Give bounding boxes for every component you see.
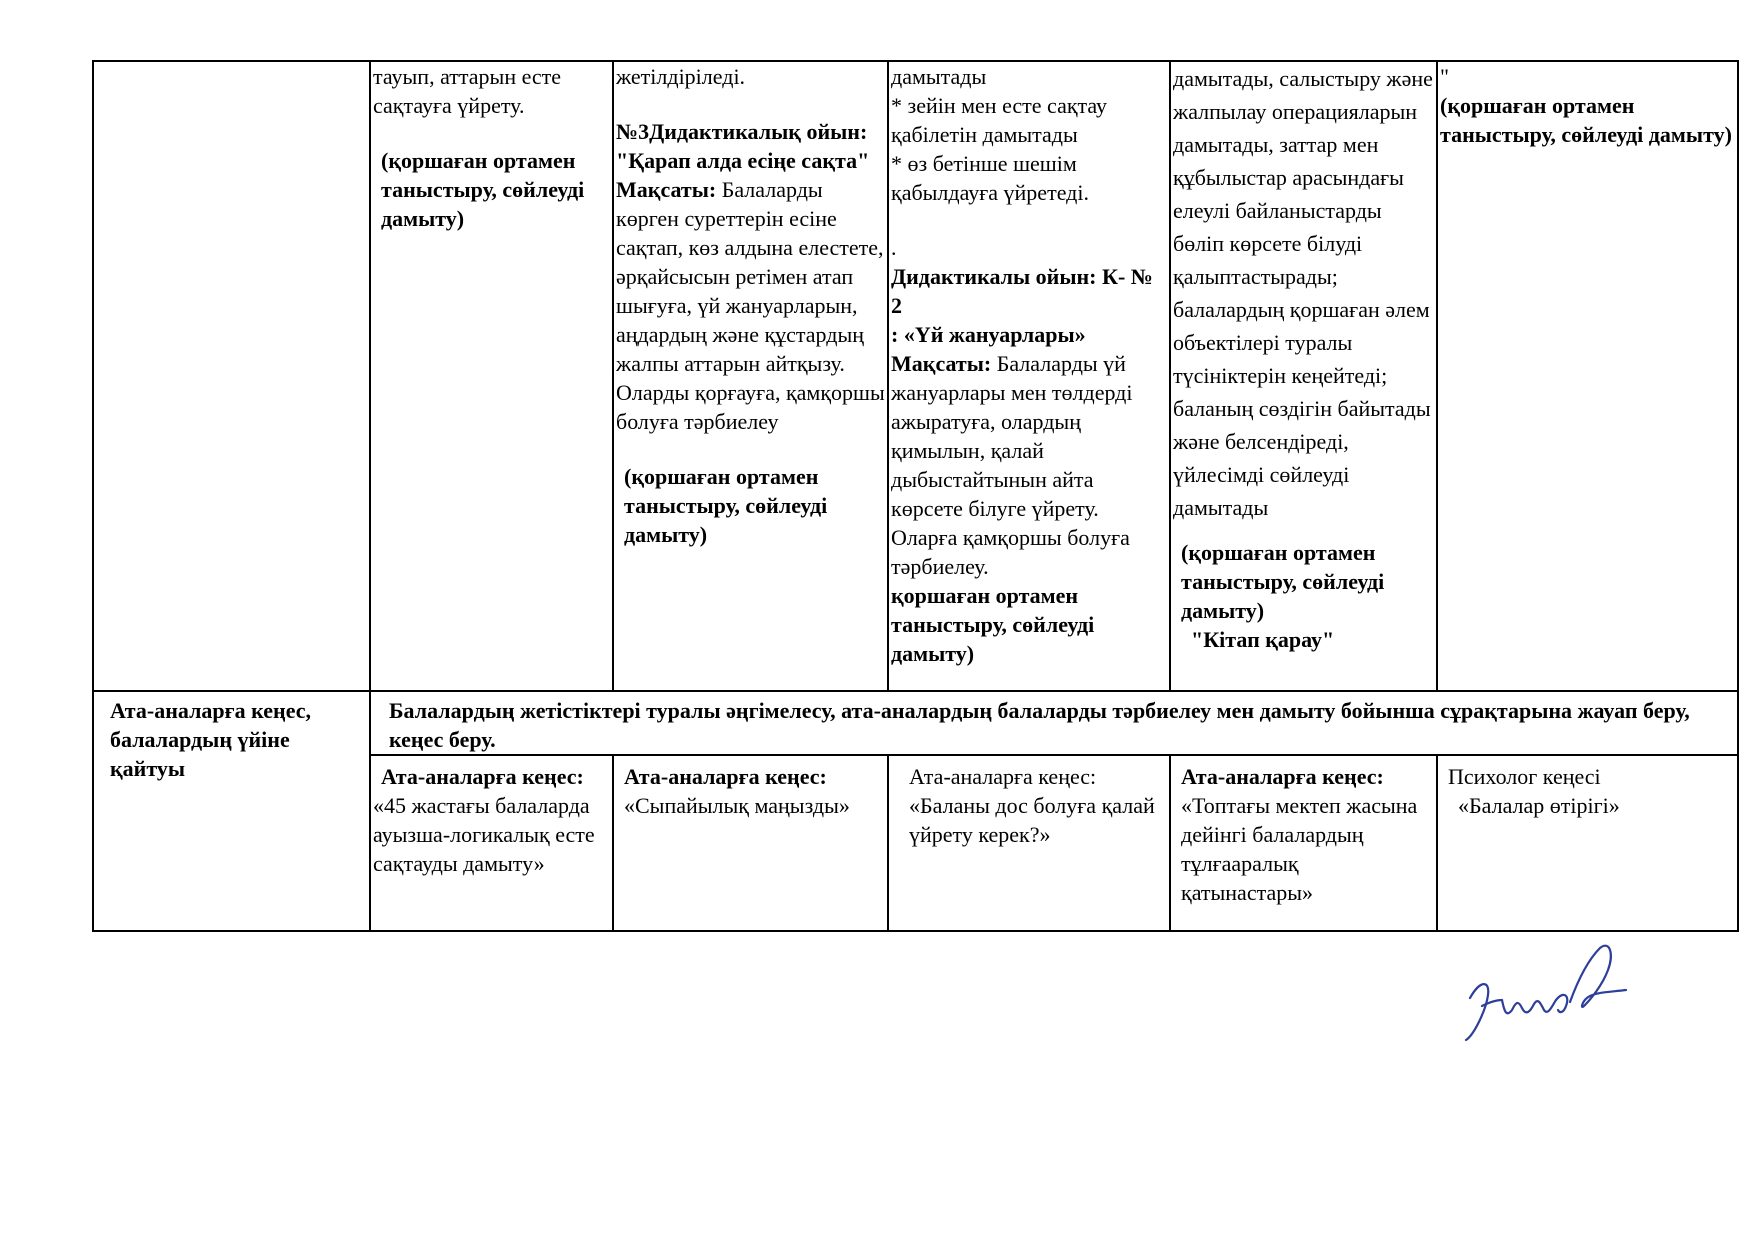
row-label-parents: Ата-аналарға кеңес, балалардың үйіне қайтуы [93,691,370,931]
topic-label: (қоршаған ортамен таныстыру, сөйлеуді дамыту) [1181,540,1385,623]
cell-col6 [1437,61,1738,691]
handwritten-signature [1460,940,1630,1050]
cell-text: * зейін мен есте сақтау қабілетін дамытады [891,93,1108,147]
book-reading-label: "Кітап қарау" [1191,627,1335,652]
cell-col5 [1170,61,1437,691]
goal-label: Мақсаты: [891,351,992,376]
game-title: №3Дидактикалық ойын: [616,119,868,144]
cell-text: жетілдіріледі. [616,64,746,89]
consult-text: Ата-аналарға кеңес: «Баланы дос болуға қалай үйрету керек?» [909,764,1155,847]
topic-label: (қоршаған ортамен таныстыру, сөйлеуді дамыту) [1440,93,1732,147]
goal-text: Балаларды үй жануарлары мен төлдерді ажыратуға, олардың қимылын, қалай дыбыстайтынын айта көрсете білуге үйрету. Оларға қамқоршы болуға тәрбиелеу. [891,351,1133,579]
goal-label: Мақсаты: [616,177,717,202]
topic-label: (қоршаған ортамен таныстыру, сөйлеуді дамыту) [381,148,585,231]
table-row [93,61,1738,691]
topic-label: қоршаған ортамен таныстыру, сөйлеуді дамыту) [891,583,1095,666]
cell-text: * өз бетінше шешім қабылдауға үйретеді. [891,151,1089,205]
consult-label: Психолог кеңесі [1448,764,1601,789]
topic-label: (қоршаған ортамен таныстыру, сөйлеуді дамыту) [624,464,828,547]
consult-cell-col3 [613,755,888,931]
consult-label: Ата-аналарға кеңес: [1181,764,1384,789]
consult-text: «45 жастағы балаларда ауызша-логикалық есте сақтауды дамыту» [373,793,595,876]
cell-text: дамытады, салыстыру және жалпылау операцияларын дамытады, заттар мен құбылыстар арасындағы елеулі байланыстарды бөліп көрсете білуді қалыптастырады; балалардың қоршаған әлем объектілері туралы түсініктерін кеңейтеді; баланың сөздігін байытады және белсендіреді, үйлесімді сөйлеуді дамытады [1173,66,1433,520]
cell-col4 [888,61,1170,691]
game-name: : «Үй жануарлары» [891,322,1086,347]
consult-text: «Сыпайылық маңызды» [624,793,850,818]
consult-label: Ата-аналарға кеңес: [624,764,827,789]
cell-text: дамытады [891,64,987,89]
cell-dot: . [891,235,897,260]
daily-plan-table [92,60,1739,932]
consult-text: «Балалар өтірігі» [1458,793,1620,818]
game-title: Дидактикалы ойын: К- № 2 [891,264,1153,318]
goal-text: Балаларды көрген суреттерін есіне сақтап, көз алдына елестете, әрқайсысын ретімен атап шығуға, үй жануарларын, аңдардың және құстардың жалпы аттарын айтқызу. Оларды қорғауға, қамқоршы болуға тәрбиелеу [616,177,885,434]
consult-cell-col5 [1170,755,1437,931]
advice-summary: Балалардың жетістіктері туралы әңгімелесу, ата-аналардың балаларды тәрбиелеу мен дамыту бойынша сұрақтарына жауап беру, кеңес беру. [370,691,1738,755]
consult-label: Ата-аналарға кеңес: [381,764,584,789]
consult-cell-col2 [370,755,613,931]
cell-col3 [613,61,888,691]
consult-cell-col6 [1437,755,1738,931]
consult-cell-col4 [888,755,1170,931]
cell-quote: " [1440,64,1449,89]
consult-text: «Топтағы мектеп жасына дейінгі балалардың тұлғааралық қатынастары» [1181,793,1418,905]
row-label-cell-empty [93,61,370,691]
cell-text: тауып, аттарын есте сақтауға үйрету. [373,64,562,118]
table-row [93,691,1738,755]
cell-col2 [370,61,613,691]
game-name: "Қарап алда есіңе сақта" [616,148,870,173]
